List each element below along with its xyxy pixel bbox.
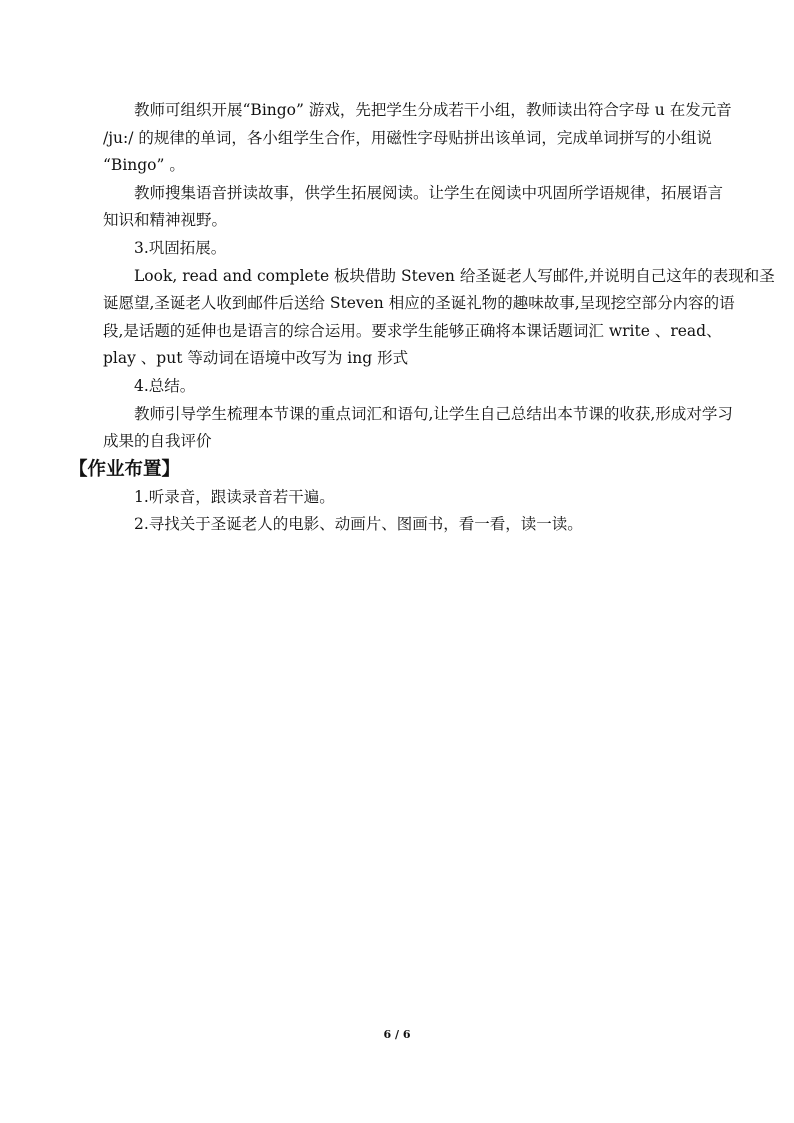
homework-heading: 【作业布置】 [69,458,181,480]
text-line: play 、put 等动词在语境中改写为 ing 形式 [103,349,409,368]
text-line: 3.巩固拓展。 [134,238,227,257]
paragraph-phonics-stories [72,180,722,235]
text-line: “Bingo” 。 [103,156,185,175]
homework-item [72,484,722,512]
text-line: 诞愿望,圣诞老人收到邮件后送给 Steven 相应的圣诞礼物的趣味故事,呈现挖空部分内容的语 [103,294,735,313]
text-line: /ju:/ 的规律的单词，各小组学生合作，用磁性字母贴拼出该单词，完成单词拼写的小组说 [103,128,712,147]
paragraph-look-read-complete [72,263,775,373]
text-line: Look, read and complete 板块借助 Steven 给圣诞老人写邮件,并说明自己这年的表现和圣 [134,266,775,285]
section-title-consolidation [72,235,722,263]
text-line: 教师搜集语音拼读故事，供学生拓展阅读。让学生在阅读中巩固所学语规律，拓展语言 [134,183,724,202]
paragraph-bingo-game [72,97,732,180]
text-line: 段,是话题的延伸也是语言的综合运用。要求学生能够正确将本课话题词汇 write 、read、 [103,321,722,340]
page-number: 6 / 6 [383,1028,411,1041]
paragraph-summary [72,401,733,456]
document-body [69,97,775,539]
text-line: 成果的自我评价 [103,432,212,451]
homework-item [72,511,722,539]
text-line: 知识和精神视野。 [103,211,228,230]
text-line: 1.听录音，跟读录音若干遍。 [134,487,335,506]
text-line: 4.总结。 [134,376,196,395]
text-line: 2.寻找关于圣诞老人的电影、动画片、图画书，看一看，读一读。 [134,515,583,534]
text-line: 教师可组织开展“Bingo” 游戏，先把学生分成若干小组，教师读出符合字母 u 在发元音 [134,101,732,119]
text-line: 教师引导学生梳理本节课的重点词汇和语句,让学生自己总结出本节课的收获,形成对学习 [134,404,733,423]
section-title-summary [72,373,722,401]
